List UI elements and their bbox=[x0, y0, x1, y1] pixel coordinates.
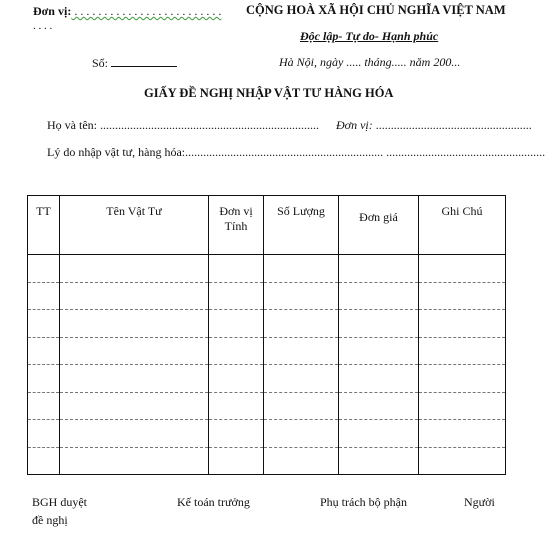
table-header-row bbox=[28, 196, 506, 255]
table-cell bbox=[28, 420, 60, 448]
table-row bbox=[28, 255, 506, 283]
table-cell bbox=[209, 392, 264, 420]
table-cell bbox=[419, 337, 506, 365]
table-cell bbox=[28, 337, 60, 365]
reason-dots: .................................................................. ..................................................... bbox=[185, 145, 546, 159]
table-cell bbox=[60, 255, 209, 283]
table-cell bbox=[419, 392, 506, 420]
table-cell bbox=[28, 447, 60, 475]
table-row bbox=[28, 337, 506, 365]
col-item-name: Tên Vật Tư bbox=[60, 196, 209, 255]
table-cell bbox=[209, 365, 264, 393]
date-line: Hà Nội, ngày ..... tháng..... năm 200... bbox=[279, 55, 461, 69]
signature-requester: Người bbox=[464, 495, 495, 509]
col-unit bbox=[209, 196, 264, 255]
table-row bbox=[28, 282, 506, 310]
reason-label: Lý do nhập vật tư, hàng hóa: bbox=[47, 145, 186, 159]
table-cell bbox=[339, 337, 419, 365]
requester-unit-dots: .................................................... bbox=[372, 118, 532, 132]
number-label: Số: bbox=[92, 56, 109, 70]
col-index: TT bbox=[28, 196, 60, 255]
table-cell bbox=[339, 420, 419, 448]
table-cell bbox=[60, 365, 209, 393]
col-unit-line1: Đơn vị bbox=[219, 204, 253, 218]
name-label: Họ và tên: bbox=[47, 118, 97, 132]
table-cell bbox=[419, 420, 506, 448]
col-notes: Ghi Chú bbox=[419, 196, 506, 255]
table-cell bbox=[339, 447, 419, 475]
table-cell bbox=[209, 447, 264, 475]
signature-principal-line1: BGH duyệt bbox=[32, 495, 87, 509]
table-cell bbox=[28, 365, 60, 393]
table-cell bbox=[28, 255, 60, 283]
table-cell bbox=[209, 282, 264, 310]
table-cell bbox=[60, 392, 209, 420]
col-unit-line2: Tính bbox=[224, 219, 248, 233]
table-cell bbox=[419, 447, 506, 475]
signature-accountant: Kế toán trưởng bbox=[177, 495, 250, 509]
table-cell bbox=[419, 255, 506, 283]
table-cell bbox=[339, 392, 419, 420]
document-number bbox=[92, 55, 177, 71]
name-line bbox=[47, 118, 319, 133]
requester-unit-line bbox=[336, 118, 532, 133]
name-dots: ......................................................................... bbox=[97, 118, 319, 132]
col-quantity: Số Lượng bbox=[264, 196, 339, 255]
table-cell bbox=[339, 255, 419, 283]
table-cell bbox=[60, 282, 209, 310]
col-unit-price: Đơn giá bbox=[339, 196, 419, 255]
table-cell bbox=[60, 420, 209, 448]
table-row bbox=[28, 310, 506, 338]
requester-unit-label: Đơn vị: bbox=[336, 118, 373, 132]
unit-label: Đơn vị: bbox=[33, 4, 72, 18]
unit-dots-continued: . . . . bbox=[33, 20, 53, 32]
unit-line bbox=[33, 4, 221, 19]
table-cell bbox=[339, 310, 419, 338]
table-cell bbox=[264, 392, 339, 420]
table-cell bbox=[60, 337, 209, 365]
table-cell bbox=[264, 447, 339, 475]
table-cell bbox=[28, 392, 60, 420]
signature-department: Phụ trách bộ phận bbox=[320, 495, 407, 509]
table-cell bbox=[339, 282, 419, 310]
table-cell bbox=[209, 310, 264, 338]
table-cell bbox=[419, 365, 506, 393]
motto: Độc lập- Tự do- Hạnh phúc bbox=[300, 29, 439, 43]
form-title: GIẤY ĐỀ NGHỊ NHẬP VẬT TƯ HÀNG HÓA bbox=[144, 86, 394, 100]
table-cell bbox=[264, 282, 339, 310]
table-row bbox=[28, 392, 506, 420]
country-heading: CỘNG HOÀ XÃ HỘI CHỦ NGHĨA VIỆT NAM bbox=[246, 3, 506, 17]
table-row bbox=[28, 447, 506, 475]
table-cell bbox=[209, 337, 264, 365]
table-cell bbox=[264, 310, 339, 338]
table-cell bbox=[419, 310, 506, 338]
table-cell bbox=[264, 255, 339, 283]
table-row bbox=[28, 420, 506, 448]
materials-table bbox=[27, 195, 506, 475]
unit-dots: . . . . . . . . . . . . . . . . . . . . . . . . . bbox=[71, 4, 222, 18]
signature-principal bbox=[32, 495, 87, 528]
table-cell bbox=[339, 365, 419, 393]
table-cell bbox=[60, 310, 209, 338]
number-blank bbox=[111, 55, 177, 67]
table-cell bbox=[209, 255, 264, 283]
table-cell bbox=[264, 365, 339, 393]
signature-principal-line2: đề nghị bbox=[32, 513, 68, 527]
table-cell bbox=[419, 282, 506, 310]
reason-line bbox=[47, 145, 545, 160]
table-cell bbox=[264, 337, 339, 365]
table-cell bbox=[60, 447, 209, 475]
table-cell bbox=[28, 282, 60, 310]
table-cell bbox=[209, 420, 264, 448]
table-cell bbox=[28, 310, 60, 338]
table-cell bbox=[264, 420, 339, 448]
table-row bbox=[28, 365, 506, 393]
